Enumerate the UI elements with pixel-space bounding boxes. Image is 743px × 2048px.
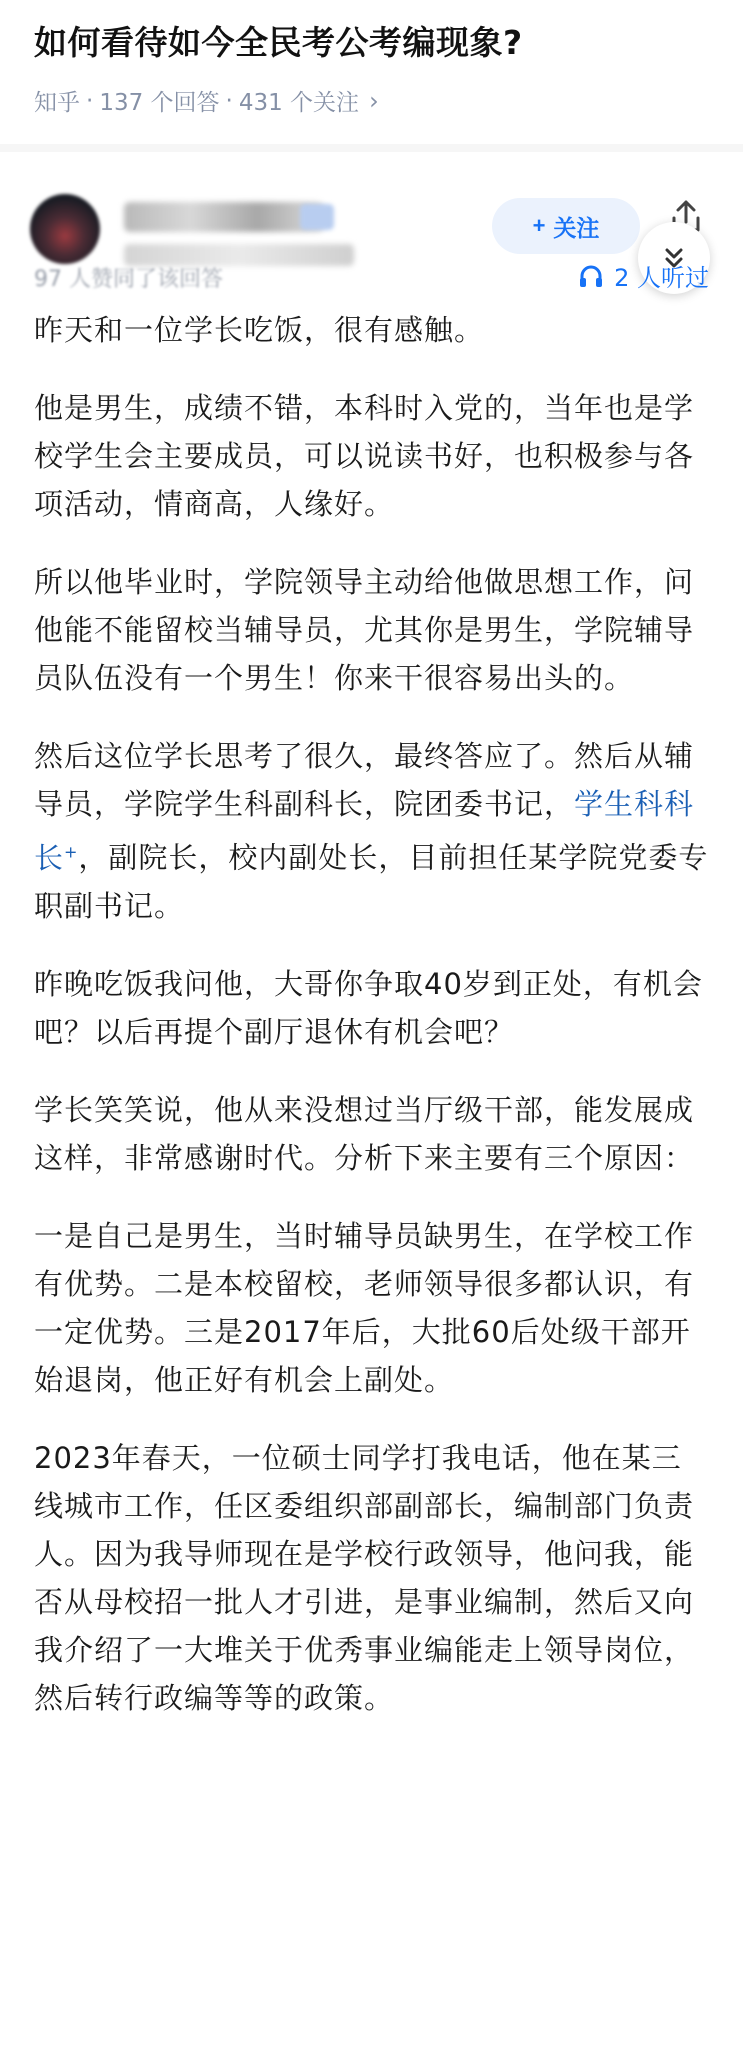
follower-count: 431 个关注: [238, 90, 360, 116]
answer-paragraph: 他是男生，成绩不错，本科时入党的，当年也是学校学生会主要成员，可以说读书好，也积极参与各项活动，情商高，人缘好。: [34, 391, 695, 521]
plus-icon: +: [532, 213, 546, 238]
source-label: 知乎: [34, 90, 80, 116]
answer-paragraph: 一是自己是男生，当时辅导员缺男生，在学校工作有优势。二是本校留校，老师领导很多都认识，有一定优势。三是2017年后，大批60后处级干部开始退岗，他正好有机会上副处。: [34, 1218, 695, 1397]
paragraph-text: 然后这位学长思考了很久，最终答应了。然后从辅导员，学院学生科副科长，院团委书记，: [34, 739, 695, 821]
author-badge-blurred: [300, 204, 334, 230]
chevron-right-icon: ›: [369, 86, 379, 115]
question-header: [0, 0, 743, 152]
headphones-icon: [578, 263, 604, 289]
listen-label: 2 人听过: [614, 264, 709, 292]
answer-paragraph: 所以他毕业时，学院领导主动给他做思想工作，问他能不能留校当辅导员，尤其你是男生，学院辅导员队伍没有一个男生！你来干很容易出头的。: [34, 565, 695, 695]
answer-paragraph: 2023年春天，一位硕士同学打我电话，他在某三线城市工作，任区委组织部副部长，编制部门负责人。因为我导师现在是学校行政领导，他问我，能否从母校招一批人才引进，是事业编制，然后又向我介绍了一大堆关于优秀事业编能走上领导岗位，然后转行政编等等的政策。: [34, 1440, 695, 1715]
answer-count: 137 个回答: [99, 90, 220, 116]
question-meta[interactable]: [34, 84, 709, 117]
listen-count[interactable]: [578, 258, 709, 293]
answer-paragraph: 昨天和一位学长吃饭，很有感触。: [34, 313, 485, 347]
follow-button[interactable]: [492, 198, 640, 254]
author-name-blurred[interactable]: [124, 202, 324, 232]
answer-paragraph: 昨晚吃饭我问他，大哥你争取40岁到正处，有机会吧？以后再提个副厅退休有机会吧？: [34, 966, 703, 1049]
follow-label: 关注: [553, 214, 600, 241]
answer-paragraph: [34, 732, 709, 930]
keyword-link-mark: +: [64, 842, 79, 861]
keyword-link-text: 学生科科长: [34, 787, 695, 875]
question-title[interactable]: 如何看待如今全民考公考编现象?: [34, 23, 523, 62]
answer-paragraph: 学长笑笑说，他从来没想过当厅级干部，能发展成这样，非常感谢时代。分析下来主要有三个原因：: [34, 1092, 695, 1175]
answer-content: [0, 306, 743, 1722]
avatar[interactable]: [30, 194, 100, 264]
paragraph-text: ，副院长，校内副处长，目前担任某学院党委专职副书记。: [34, 840, 709, 923]
answer-stats: [0, 262, 743, 306]
upvote-count-blurred: 97 人赞同了该回答: [34, 267, 223, 292]
meta-separator: ·: [225, 87, 233, 114]
meta-separator: ·: [86, 87, 94, 114]
bottom-fade: [0, 2014, 743, 2048]
